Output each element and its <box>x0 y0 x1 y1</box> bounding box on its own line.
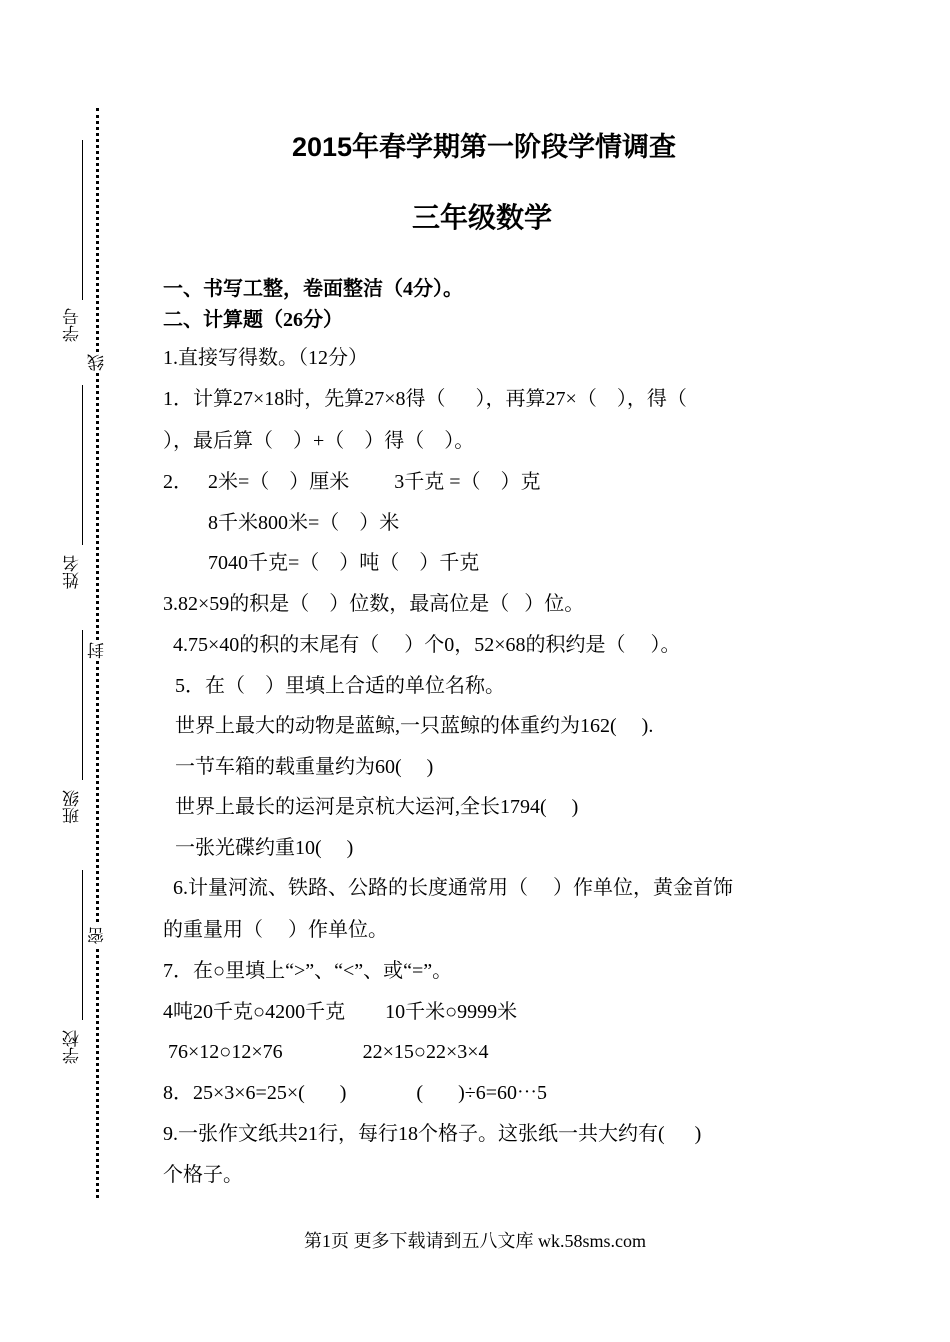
class-label: 班级 <box>63 790 82 824</box>
question-1-line-2: ），最后算（ ）+（ ）得（ ）。 <box>163 430 475 452</box>
question-3: 3.82×59的积是（ ）位数，最高位是（ ）位。 <box>163 593 585 615</box>
question-7-row-2: 76×12○12×76 22×15○22×3×4 <box>168 1041 489 1063</box>
seal-char-seal: 封 <box>88 642 107 659</box>
name-label: 姓名 <box>63 555 82 589</box>
class-line <box>82 630 83 780</box>
page-title: 2015年春学期第一阶段学情调查 <box>291 132 677 162</box>
question-5-item-c: 世界上最长的运河是京杭大运河,全长1794( ) <box>175 796 579 818</box>
question-2-line-3: 7040千克=（ ）吨（ ）千克 <box>208 552 480 574</box>
question-9-line-1: 9.一张作文纸共21行，每行18个格子。这张纸一共大约有( ) <box>163 1123 702 1145</box>
question-9-line-2: 个格子。 <box>163 1164 243 1186</box>
question-5-item-a: 世界上最大的动物是蓝鲸,一只蓝鲸的体重约为162( ). <box>175 715 654 737</box>
school-label: 学校 <box>63 1030 82 1064</box>
page-subtitle: 三年级数学 <box>411 202 552 233</box>
question-5-item-b: 一节车箱的载重量约为60( ) <box>175 756 434 778</box>
section-heading-1: 一、书写工整，卷面整洁（4分）。 <box>163 278 463 300</box>
question-6-line-1: 6.计量河流、铁路、公路的长度通常用（ ）作单位，黄金首饰 <box>173 877 733 899</box>
name-line <box>82 385 83 545</box>
question-8: 8．25×3×6=25×( ) ( )÷6=60⋯5 <box>163 1082 548 1104</box>
question-7: 7．在○里填上“>”、“<”、或“=”。 <box>163 960 453 982</box>
section-heading-2: 二、计算题（26分） <box>163 309 343 331</box>
question-7-row-1: 4吨20千克○4200千克 10千米○9999米 <box>163 1001 518 1023</box>
page-footer: 第1页 更多下载请到五八文库 wk.58sms.com <box>304 1231 646 1251</box>
school-line <box>82 870 83 1020</box>
question-2-line-1: 2． 2米=（ ）厘米 3千克 =（ ）克 <box>163 471 541 493</box>
seal-char-secret: 密 <box>88 927 107 944</box>
question-5: 5．在（ ）里填上合适的单位名称。 <box>175 675 505 697</box>
question-4: 4.75×40的积的末尾有（ ）个0，52×68的积约是（ ）。 <box>173 634 681 656</box>
student-id-label: 学号 <box>63 308 82 342</box>
seal-char-line: 线 <box>88 354 107 371</box>
question-6-line-2: 的重量用（ ）作单位。 <box>163 919 388 941</box>
question-1-line-1: 1．计算27×18时，先算27×8得（ ），再算27×（ ），得（ <box>163 388 687 410</box>
question-2-line-2: 8千米800米=（ ）米 <box>208 512 400 534</box>
question-intro: 1.直接写得数。（12分） <box>163 347 368 369</box>
question-5-item-d: 一张光碟约重10( ) <box>175 837 354 859</box>
